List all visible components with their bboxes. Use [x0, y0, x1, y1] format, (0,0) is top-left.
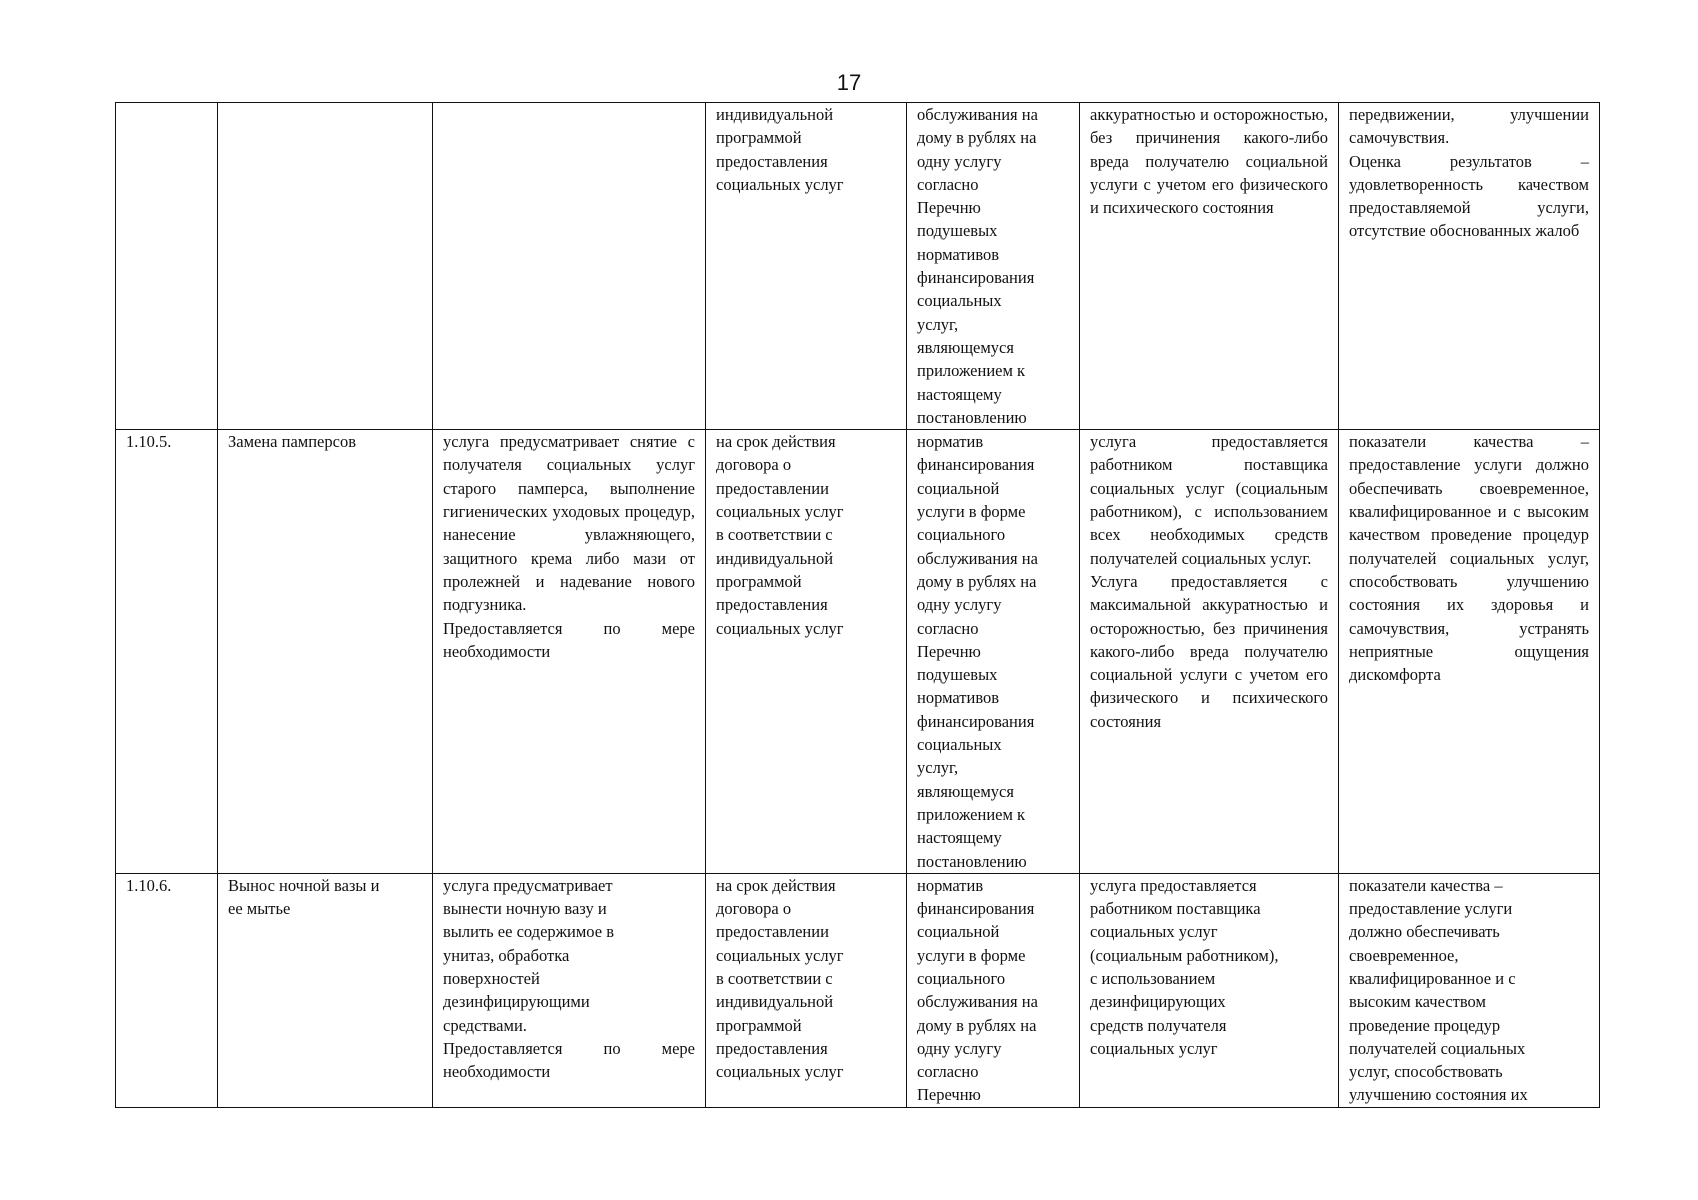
service-number-cell: 1.10.5.	[116, 430, 218, 874]
table-row	[116, 430, 1600, 874]
service-norm-cell: норматив финансирования социальной услуги в форме социального обслуживания на дому в рублях на одну услугу согласно Перечню подушевых нормативов финансирования социальных услуг, являющемуся приложением к настоящему постановлению	[907, 430, 1080, 874]
service-quality-cell	[1339, 103, 1600, 430]
service-conditions-cell: услуга предоставляется работником поставщика социальных услуг (социальным работником), с использованием дезинфицирующих средств получателя социальных услуг	[1080, 873, 1339, 1107]
quality-paragraph: передвижении, улучшении самочувствия.	[1349, 105, 1589, 148]
description-lines: услуга предусматривает вынести ночную вазу и вылить ее содержимое в унитаз, обработка поверхностей дезинфицирующими средствами.	[443, 875, 615, 1035]
description-paragraph: Предоставляется по мере необходимости	[443, 618, 695, 661]
service-norm-cell: норматив финансирования социальной услуги в форме социального обслуживания на дому в рублях на одну услугу согласно Перечню	[907, 873, 1080, 1107]
service-term-cell: на срок действия договора о предоставлении социальных услуг в соответствии с индивидуальной программой предоставления социальных услуг	[706, 873, 907, 1107]
description-paragraph: услуга предусматривает снятие с получателя социальных услуг старого памперса, выполнение гигиенических уходовых процедур, нанесение увлажняющего, защитного крема либо мази от пролежней и надевание нового подгузника.	[443, 432, 695, 615]
service-term-cell: на срок действия договора о предоставлении социальных услуг в соответствии с индивидуальной программой предоставления социальных услуг	[706, 430, 907, 874]
table-row	[116, 103, 1600, 430]
conditions-paragraph: аккуратностью и осторожностью, без причинения какого-либо вреда получателю социальной услуги с учетом его физического и психического состояния	[1090, 105, 1328, 218]
services-table	[115, 102, 1600, 1108]
service-description-cell	[433, 430, 706, 874]
conditions-paragraph: Услуга предоставляется с максимальной аккуратностью и осторожностью, без причинения какого-либо вреда получателю социальной услуги с учетом его физического и психического состояния	[1090, 571, 1328, 731]
service-quality-cell: показатели качества – предоставление услуги должно обеспечивать своевременное, квалифицированное и с высоким качеством проведение процедур получателей социальных услуг, способствовать улучшению состояния их	[1339, 873, 1600, 1107]
service-name-cell	[218, 103, 433, 430]
service-description-cell	[433, 103, 706, 430]
page-number: 17	[836, 70, 862, 95]
service-name-cell: Замена памперсов	[218, 430, 433, 874]
service-number-cell	[116, 103, 218, 430]
service-conditions-cell	[1080, 430, 1339, 874]
service-name-cell: Вынос ночной вазы и ее мытье	[218, 873, 433, 1107]
conditions-paragraph: услуга предоставляется работником поставщика социальных услуг (социальным работником), с использованием всех необходимых средств получателей социальных услуг.	[1090, 432, 1328, 568]
quality-paragraph: Оценка результатов – удовлетворенность качеством предоставляемой услуги, отсутствие обоснованных жалоб	[1349, 151, 1589, 241]
service-conditions-cell	[1080, 103, 1339, 430]
service-term-cell: индивидуальной программой предоставления социальных услуг	[706, 103, 907, 430]
description-tail: Предоставляется по мере необходимости	[443, 1038, 695, 1082]
service-norm-cell: обслуживания на дому в рублях на одну услугу согласно Перечню подушевых нормативов финансирования социальных услуг, являющемуся приложением к настоящему постановлению	[907, 103, 1080, 430]
quality-paragraph: показатели качества – предоставление услуги должно обеспечивать своевременное, квалифицированное и с высоким качеством проведение процедур получателей социальных услуг, способствовать улучшению состояния их здоровья и самочувствия, устранять неприятные ощущения дискомфорта	[1349, 432, 1589, 685]
table-row	[116, 873, 1600, 1107]
service-quality-cell	[1339, 430, 1600, 874]
service-number-cell: 1.10.6.	[116, 873, 218, 1107]
service-description-cell	[433, 873, 706, 1107]
